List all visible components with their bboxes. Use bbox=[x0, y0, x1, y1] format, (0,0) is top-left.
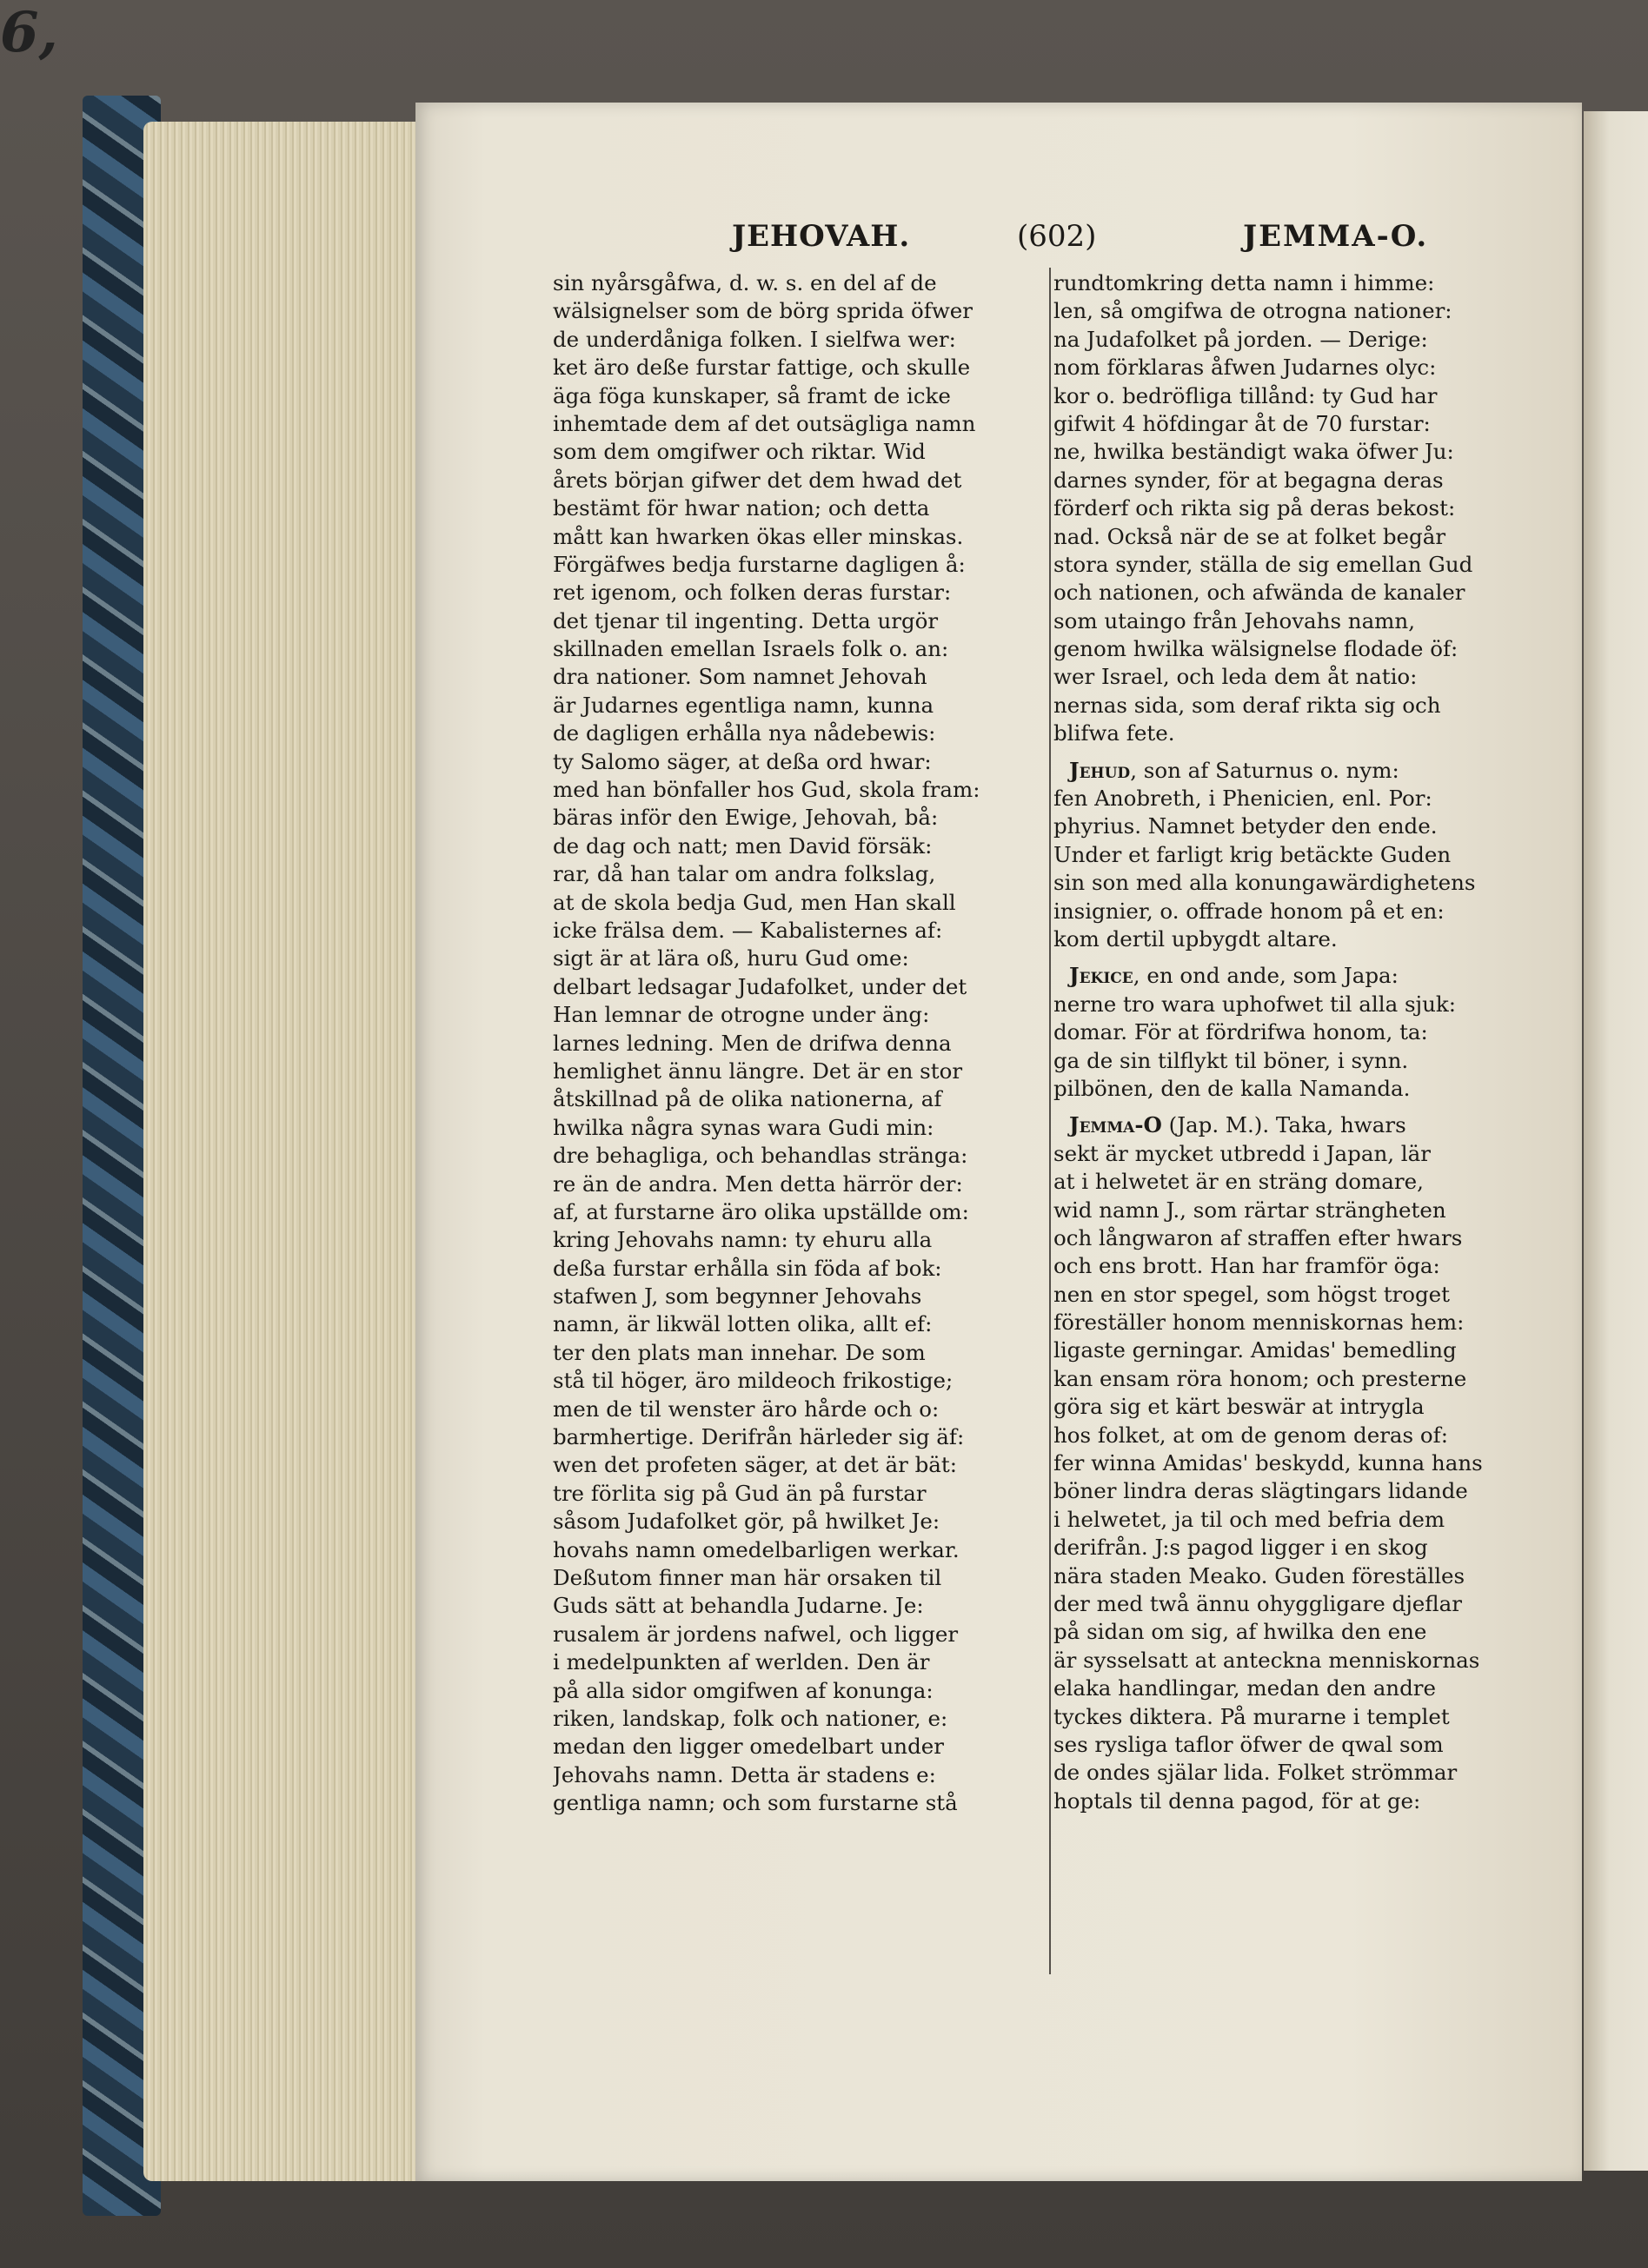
running-head-right: JEMMA-O. bbox=[1243, 219, 1429, 254]
text-line: kan ensam röra honom; och presterne bbox=[1053, 1365, 1467, 1391]
text-line: Jekice, en ond ande, som Japa: bbox=[1069, 963, 1399, 989]
text-line: hovahs namn omedelbarligen werkar. bbox=[553, 1536, 960, 1562]
column-divider bbox=[1049, 268, 1051, 1974]
text-line: och långwaron af straffen efter hwars bbox=[1053, 1224, 1463, 1250]
text-line: som utaingo från Jehovahs namn, bbox=[1053, 607, 1415, 633]
text-line: blifwa fete. bbox=[1053, 720, 1175, 746]
text-line: sin son med alla konungawärdighetens bbox=[1053, 870, 1476, 896]
text-line: medan den ligger omedelbart under bbox=[553, 1734, 944, 1760]
entry-headword: Jehud bbox=[1069, 757, 1131, 783]
text-line: fen Anobreth, i Phenicien, enl. Por: bbox=[1053, 786, 1432, 812]
text-line: wälsignelser som de börg sprida öfwer bbox=[553, 298, 974, 324]
text-line: rusalem är jordens nafwel, och ligger bbox=[553, 1621, 959, 1647]
text-line: dra nationer. Som namnet Jehovah bbox=[553, 664, 927, 690]
text-line: sigt är at lära oß, huru Gud ome: bbox=[553, 945, 909, 972]
text-line: der med twå ännu ohyggligare djeflar bbox=[1053, 1590, 1462, 1616]
text-line: tre förlita sig på Gud än på furstar bbox=[553, 1480, 927, 1506]
text-line: af, at furstarne äro olika upställde om: bbox=[553, 1198, 969, 1224]
text-line: elaka handlingar, medan den andre bbox=[1053, 1675, 1436, 1701]
text-line: göra sig et kärt beswär at intrygla bbox=[1053, 1394, 1425, 1420]
text-line: namn, är likwäl lotten olika, allt ef: bbox=[553, 1311, 933, 1337]
text-line: Deßutom finner man här orsaken til bbox=[553, 1564, 942, 1590]
text-line: Jehovahs namn. Detta är stadens e: bbox=[553, 1761, 936, 1787]
text-line: mått kan hwarken ökas eller minskas. bbox=[553, 523, 964, 549]
text-line: Jehud, son af Saturnus o. nym: bbox=[1069, 757, 1399, 783]
text-line: kring Jehovahs namn: ty ehuru alla bbox=[553, 1227, 933, 1253]
entry-headword: Jemma-O bbox=[1069, 1112, 1162, 1138]
text-line: ga de sin tilflykt til böner, i synn. bbox=[1053, 1047, 1409, 1073]
text-line: i helwetet, ja til och med befria dem bbox=[1053, 1506, 1445, 1532]
text-line: at i helwetet är en sträng domare, bbox=[1053, 1169, 1424, 1195]
text-line: larnes ledning. Men de drifwa denna bbox=[553, 1030, 952, 1056]
text-line: insignier, o. offrade honom på et en: bbox=[1053, 898, 1445, 924]
text-line: stora synder, ställa de sig emellan Gud bbox=[1053, 551, 1473, 577]
margin-handwritten-mark: 6, bbox=[0, 0, 58, 65]
text-line: sekt är mycket utbredd i Japan, lär bbox=[1053, 1140, 1431, 1166]
running-head-left: JEHOVAH. bbox=[732, 219, 911, 254]
text-line: derifrån. J:s pagod ligger i en skog bbox=[1053, 1535, 1428, 1561]
text-line: gifwit 4 höfdingar åt de 70 furstar: bbox=[1053, 410, 1431, 436]
text-line: hoptals til denna pagod, för at ge: bbox=[1053, 1787, 1421, 1814]
text-line: hos folket, at om de genom deras of: bbox=[1053, 1422, 1448, 1448]
text-line: nen en stor spegel, som högst troget bbox=[1053, 1281, 1451, 1307]
text-line: barmhertige. Derifrån härleder sig äf: bbox=[553, 1424, 965, 1450]
right-column bbox=[1053, 269, 1523, 1815]
text-line: ligaste gerningar. Amidas' bemedling bbox=[1053, 1337, 1457, 1363]
text-line: hwilka några synas wara Gudi min: bbox=[553, 1114, 934, 1140]
text-line: de underdåniga folken. I sielfwa wer: bbox=[553, 326, 956, 352]
text-line: delbart ledsagar Judafolket, under det bbox=[553, 973, 967, 999]
text-line: Guds sätt at behandla Judarne. Je: bbox=[553, 1593, 924, 1619]
text-line: rundtomkring detta namn i himme: bbox=[1053, 270, 1435, 295]
text-line: re än de andra. Men detta härrör der: bbox=[553, 1170, 963, 1197]
text-line: ret igenom, och folken deras furstar: bbox=[553, 580, 952, 606]
text-line: de ondes själar lida. Folket strömmar bbox=[1053, 1760, 1458, 1786]
next-page-edge bbox=[1584, 111, 1648, 2171]
text-line: Förgäfwes bedja furstarne dagligen å: bbox=[553, 551, 966, 577]
left-column bbox=[553, 269, 1033, 1817]
text-line: bestämt för hwar nation; och detta bbox=[553, 495, 930, 521]
text-line: rar, då han talar om andra folkslag, bbox=[553, 861, 936, 887]
text-line: stå til höger, äro mildeoch frikostige; bbox=[553, 1368, 954, 1394]
text-line: på alla sidor omgifwen af konunga: bbox=[553, 1677, 934, 1703]
text-line: förderf och rikta sig på deras bekost: bbox=[1053, 495, 1456, 521]
text-line: är Judarnes egentliga namn, kunna bbox=[553, 692, 934, 718]
text-line: deßa furstar erhålla sin föda af bok: bbox=[553, 1255, 942, 1281]
continued-paragraph bbox=[1053, 269, 1523, 748]
text-line: len, så omgifwa de otrogna nationer: bbox=[1053, 298, 1452, 324]
text-line: na Judafolket på jorden. — Derige: bbox=[1053, 326, 1428, 352]
text-line: skillnaden emellan Israels folk o. an: bbox=[553, 636, 949, 662]
text-line: med han bönfaller hos Gud, skola fram: bbox=[553, 777, 980, 803]
text-line: inhemtade dem af det outsägliga namn bbox=[553, 410, 976, 436]
text-line: föreställer honom menniskornas hem: bbox=[1053, 1310, 1465, 1336]
text-line: men de til wenster äro hårde och o: bbox=[553, 1396, 940, 1422]
text-line: ter den plats man innehar. De som bbox=[553, 1339, 926, 1365]
text-line: nernas sida, som deraf rikta sig och bbox=[1053, 692, 1441, 718]
text-line: hemlighet ännu längre. Det är en stor bbox=[553, 1058, 963, 1084]
text-line: nära staden Meako. Guden föreställes bbox=[1053, 1562, 1465, 1588]
text-line: genom hwilka wälsignelse flodade öf: bbox=[1053, 636, 1459, 662]
text-line: på sidan om sig, af hwilka den ene bbox=[1053, 1619, 1427, 1645]
text-line: i medelpunkten af werlden. Den är bbox=[553, 1649, 930, 1675]
text-line: bäras inför den Ewige, Jehovah, bå: bbox=[553, 805, 939, 831]
text-line: darnes synder, för at begagna deras bbox=[1053, 467, 1444, 493]
text-line: pilbönen, den de kalla Namanda. bbox=[1053, 1075, 1411, 1101]
text-line: at de skola bedja Gud, men Han skall bbox=[553, 889, 956, 915]
text-line: äga föga kunskaper, så framt de icke bbox=[553, 382, 951, 408]
text-line: riken, landskap, folk och nationer, e: bbox=[553, 1705, 948, 1731]
text-line: kor o. bedröfliga tillånd: ty Gud har bbox=[1053, 382, 1438, 408]
text-line: det tjenar til ingenting. Detta urgör bbox=[553, 607, 939, 633]
text-line: dre behagliga, och behandlas stränga: bbox=[553, 1143, 968, 1169]
text-line: och ens brott. Han har framför öga: bbox=[1053, 1253, 1440, 1279]
text-line: stafwen J, som begynner Jehovahs bbox=[553, 1283, 922, 1310]
text-line: nerne tro wara uphofwet til alla sjuk: bbox=[1053, 991, 1457, 1017]
text-line: fer winna Amidas' beskydd, kunna hans bbox=[1053, 1450, 1483, 1476]
text-line: kom dertil upbygdt altare. bbox=[1053, 925, 1338, 952]
text-line: är sysselsatt at anteckna menniskornas bbox=[1053, 1647, 1480, 1673]
page-number: (602) bbox=[1017, 219, 1097, 254]
text-line: icke frälsa dem. — Kabalisternes af: bbox=[553, 917, 943, 943]
text-line: såsom Judafolket gör, på hwilket Je: bbox=[553, 1509, 940, 1535]
text-line: böner lindra deras slägtingars lidande bbox=[1053, 1478, 1468, 1504]
page-edges bbox=[143, 122, 422, 2181]
text-line: de dag och natt; men David försäk: bbox=[553, 832, 933, 859]
entry-jehud bbox=[1053, 757, 1523, 954]
entry-jemma-o bbox=[1053, 1111, 1523, 1815]
text-line: som dem omgifwer och riktar. Wid bbox=[553, 439, 926, 465]
text-line: och nationen, och afwända de kanaler bbox=[1053, 580, 1465, 606]
text-line: de dagligen erhålla nya nådebewis: bbox=[553, 720, 936, 746]
text-line: wer Israel, och leda dem åt natio: bbox=[1053, 664, 1418, 690]
text-line: Jemma-O (Jap. M.). Taka, hwars bbox=[1069, 1112, 1406, 1138]
text-line: wen det profeten säger, at det är bät: bbox=[553, 1452, 957, 1478]
text-line: årets början gifwer det dem hwad det bbox=[553, 467, 962, 493]
text-line: gentliga namn; och som furstarne stå bbox=[553, 1790, 958, 1816]
text-line: sin nyårsgåfwa, d. w. s. en del af de bbox=[553, 270, 937, 295]
text-line: phyrius. Namnet betyder den ende. bbox=[1053, 813, 1438, 839]
text-line: domar. För at fördrifwa honom, ta: bbox=[1053, 1019, 1428, 1045]
text-line: wid namn J., som rärtar strängheten bbox=[1053, 1197, 1446, 1223]
text-line: Under et farligt krig betäckte Guden bbox=[1053, 841, 1452, 867]
text-line: tyckes diktera. På murarne i templet bbox=[1053, 1703, 1450, 1729]
entry-headword: Jekice bbox=[1069, 963, 1133, 989]
text-line: nom förklaras åfwen Judarnes olyc: bbox=[1053, 355, 1437, 381]
text-line: ne, hwilka beständigt waka öfwer Ju: bbox=[1053, 439, 1454, 465]
text-line: ty Salomo säger, at deßa ord hwar: bbox=[553, 748, 932, 774]
entry-jekice bbox=[1053, 962, 1523, 1103]
text-line: ket äro deße furstar fattige, och skulle bbox=[553, 355, 971, 381]
text-line: åtskillnad på de olika nationerna, af bbox=[553, 1086, 942, 1112]
text-line: nad. Också när de se at folket begår bbox=[1053, 523, 1446, 549]
text-line: Han lemnar de otrogne under äng: bbox=[553, 1002, 930, 1028]
text-line: ses rysliga taflor öfwer de qwal som bbox=[1053, 1731, 1444, 1757]
